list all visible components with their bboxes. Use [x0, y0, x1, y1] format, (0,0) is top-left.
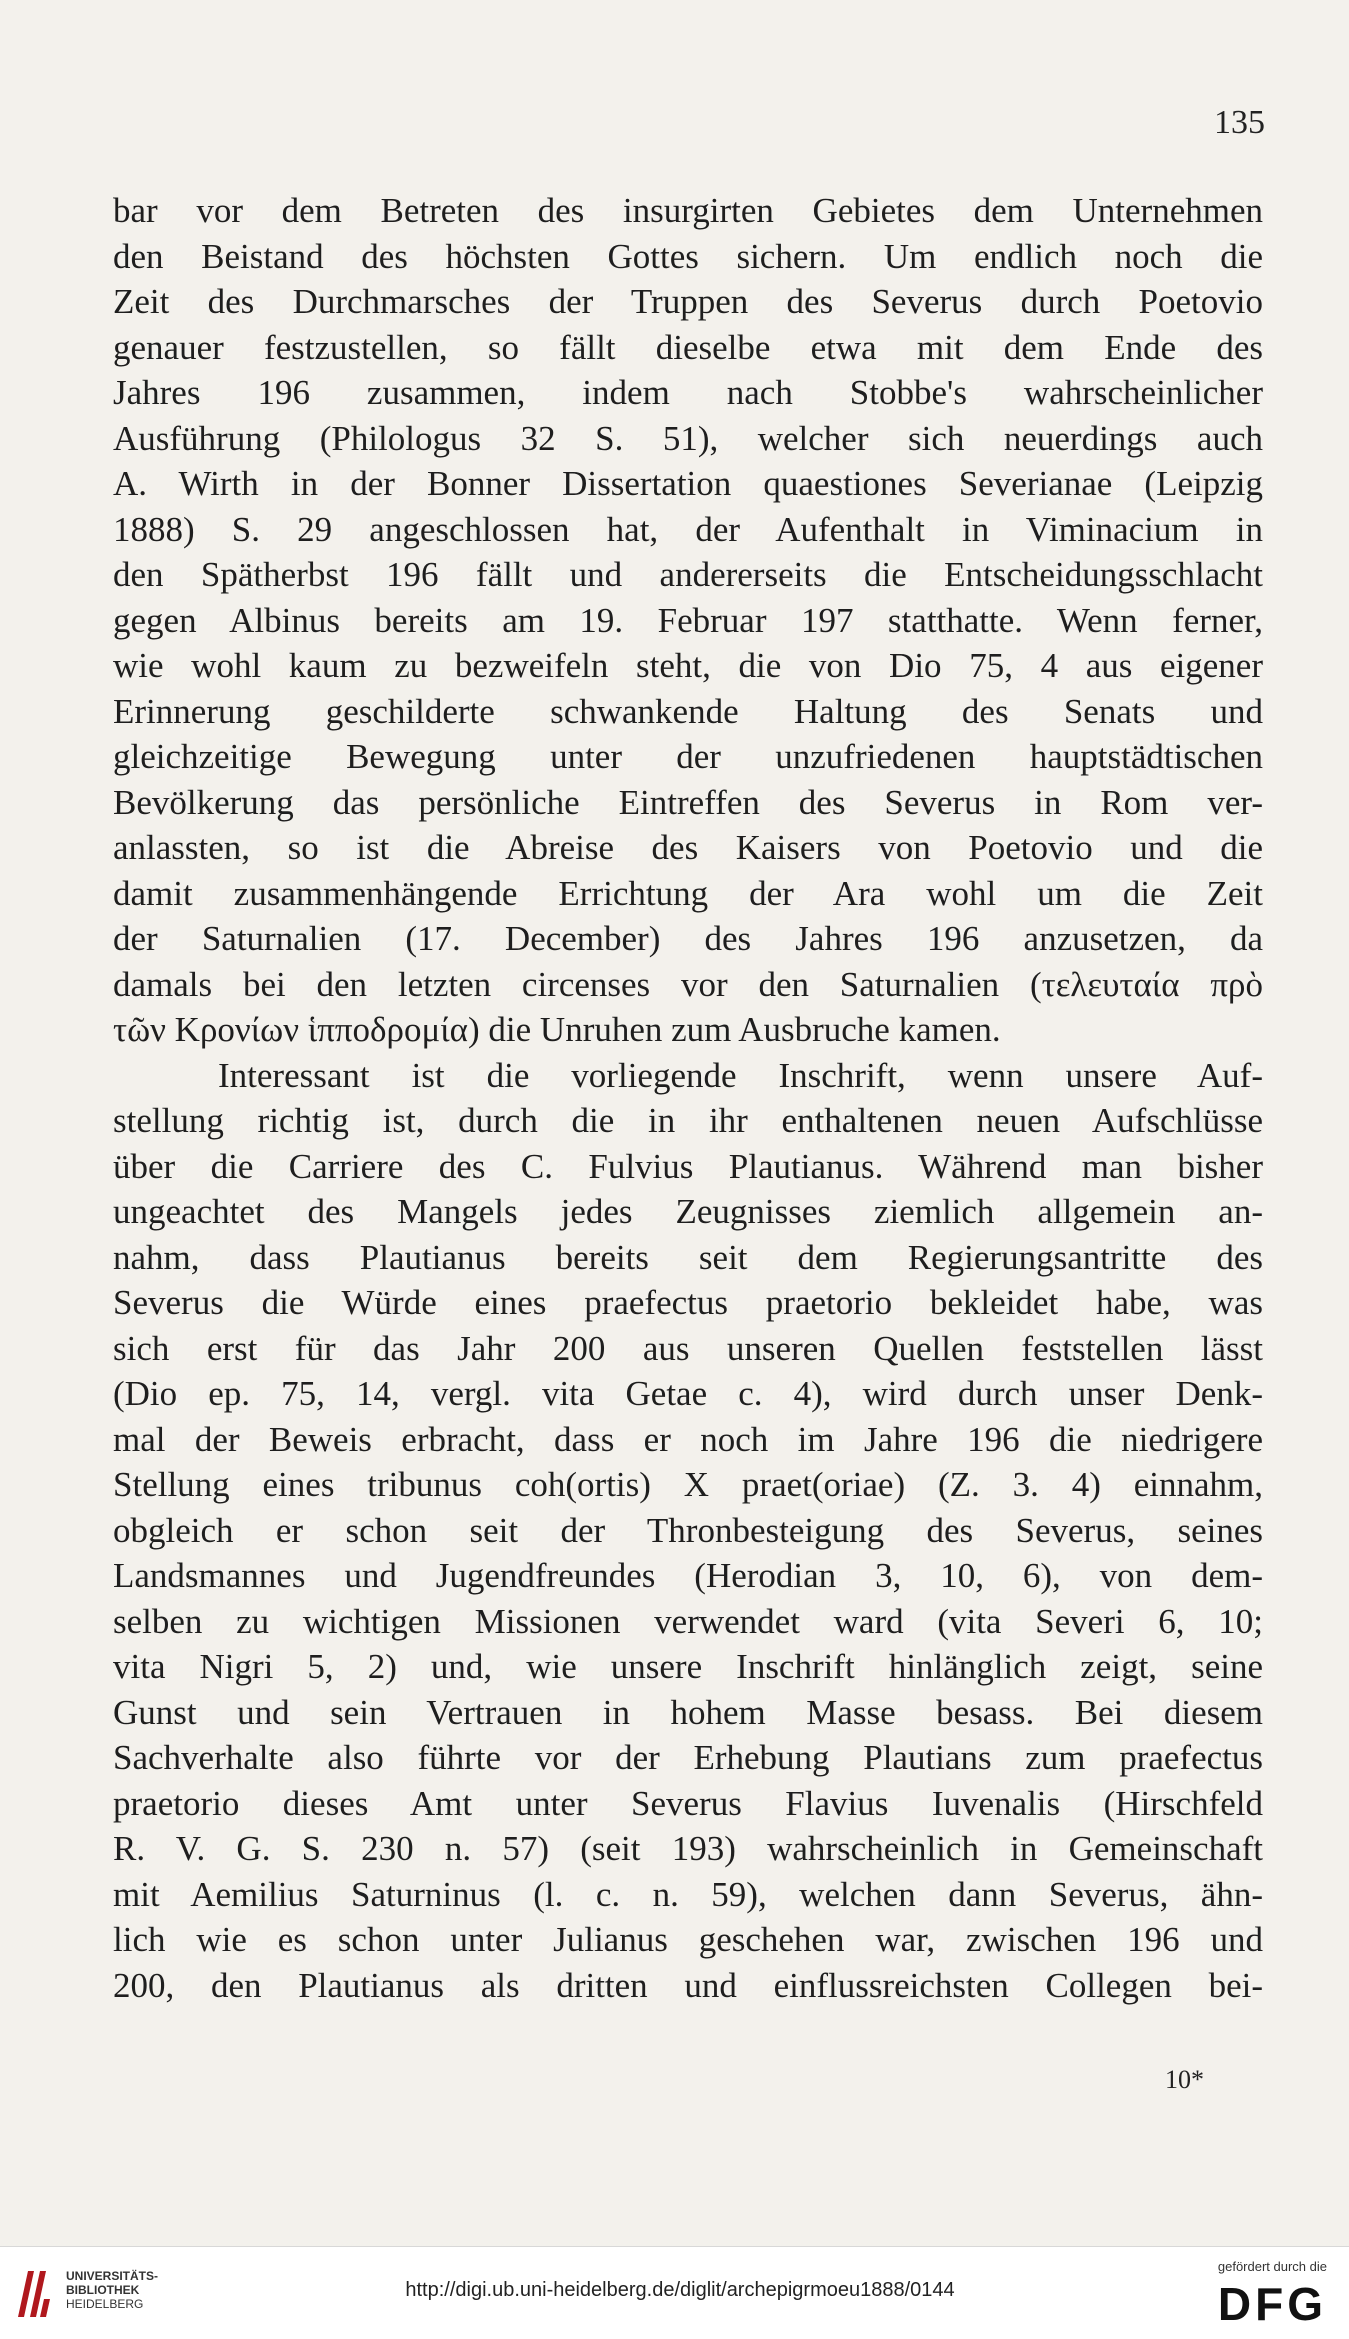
text-line: R. V. G. S. 230 n. 57) (seit 193) wahrscheinlich in Gemeinschaft: [113, 1829, 1263, 1868]
library-name-line: BIBLIOTHEK: [66, 2283, 140, 2297]
text-line: mit Aemilius Saturninus (l. c. n. 59), welchen dann Severus, ähn-: [113, 1874, 1263, 1914]
text-line: Stellung eines tribunus coh(ortis) X praet(oriae) (Z. 3. 4) einnahm,: [113, 1465, 1263, 1504]
text-line: anlassten, so ist die Abreise des Kaisers von Poetovio und die: [113, 828, 1263, 867]
text-line: gleichzeitige Bewegung unter der unzufriedenen hauptstädtischen: [113, 737, 1263, 776]
text-line: den Spätherbst 196 fällt und andererseits die Entscheidungsschlacht: [113, 555, 1263, 594]
text-line: praetorio dieses Amt unter Severus Flavius Iuvenalis (Hirschfeld: [113, 1783, 1263, 1823]
permalink-url[interactable]: http://digi.ub.uni-heidelberg.de/diglit/archepigrmoeu1888/0144: [405, 2279, 955, 2301]
text-line: τῶν Κρονίων ἱπποδρομία) die Unruhen zum Ausbruche kamen.: [113, 1010, 1001, 1049]
text-line: obgleich er schon seit der Thronbesteigung des Severus, seines: [113, 1510, 1263, 1550]
text-line: Severus die Würde eines praefectus praetorio bekleidet habe, was: [113, 1283, 1263, 1322]
text-line: vita Nigri 5, 2) und, wie unsere Inschrift hinlänglich zeigt, seine: [113, 1647, 1263, 1686]
text-line: wie wohl kaum zu bezweifeln steht, die von Dio 75, 4 aus eigener: [113, 646, 1263, 685]
text-line: Interessant ist die vorliegende Inschrift, wenn unsere Auf-: [218, 1055, 1263, 1095]
text-line: ungeachtet des Mangels jedes Zeugnisses ziemlich allgemein an-: [113, 1192, 1263, 1231]
dfg-logo: DFG: [1217, 2278, 1327, 2330]
text-line: Sachverhalte also führte vor der Erhebung Plautians zum praefectus: [113, 1738, 1263, 1777]
text-line: über die Carriere des C. Fulvius Plautianus. Während man bisher: [113, 1146, 1263, 1186]
text-line: mal der Beweis erbracht, dass er noch im Jahre 196 die niedrigere: [113, 1419, 1263, 1459]
page-number: 135: [1214, 104, 1265, 141]
text-line: Landsmannes und Jugendfreundes (Herodian 3, 10, 6), von dem-: [113, 1556, 1263, 1595]
text-line: Zeit des Durchmarsches der Truppen des Severus durch Poetovio: [113, 282, 1263, 321]
text-line: stellung richtig ist, durch die in ihr enthaltenen neuen Aufschlüsse: [113, 1101, 1263, 1140]
text-line: der Saturnalien (17. December) des Jahres 196 anzusetzen, da: [113, 919, 1263, 958]
text-line: damit zusammenhängende Errichtung der Ara wohl um die Zeit: [113, 873, 1263, 913]
library-name-line: HEIDELBERG: [66, 2297, 144, 2311]
text-line: selben zu wichtigen Missionen verwendet ward (vita Severi 6, 10;: [113, 1601, 1263, 1641]
text-line: lich wie es schon unter Julianus geschehen war, zwischen 196 und: [113, 1920, 1263, 1959]
text-line: Bevölkerung das persönliche Eintreffen des Severus in Rom ver-: [113, 782, 1263, 822]
text-line: 200, den Plautianus als dritten und einflussreichsten Collegen bei-: [113, 1965, 1263, 2005]
text-line: den Beistand des höchsten Gottes sichern. Um endlich noch die: [113, 236, 1263, 276]
text-line: (Dio ep. 75, 14, vergl. vita Getae c. 4), wird durch unser Denk-: [113, 1374, 1263, 1413]
university-library-logo-icon: [14, 2265, 52, 2321]
text-line: Gunst und sein Vertrauen in hohem Masse besass. Bei diesem: [113, 1692, 1263, 1732]
viewer-footer: [0, 2246, 1349, 2339]
text-line: sich erst für das Jahr 200 aus unseren Quellen feststellen lässt: [113, 1328, 1263, 1368]
text-line: Erinnerung geschilderte schwankende Haltung des Senats und: [113, 691, 1263, 731]
text-line: 1888) S. 29 angeschlossen hat, der Aufenthalt in Viminacium in: [113, 509, 1263, 549]
text-line: bar vor dem Betreten des insurgirten Gebietes dem Unternehmen: [113, 191, 1263, 230]
text-line: Jahres 196 zusammen, indem nach Stobbe's wahrscheinlicher: [113, 373, 1263, 412]
text-line: genauer festzustellen, so fällt dieselbe etwa mit dem Ende des: [113, 327, 1263, 367]
funded-by-label: gefördert durch die: [1217, 2259, 1327, 2274]
text-line: nahm, dass Plautianus bereits seit dem Regierungsantritte des: [113, 1237, 1263, 1277]
text-line: A. Wirth in der Bonner Dissertation quaestiones Severianae (Leipzig: [113, 464, 1263, 503]
text-line: gegen Albinus bereits am 19. Februar 197 statthatte. Wenn ferner,: [113, 600, 1263, 640]
library-name-line: UNIVERSITÄTS-: [66, 2269, 159, 2283]
sheet-signature: 10*: [1165, 2065, 1204, 2094]
university-library-name: [66, 2269, 158, 2311]
text-line: Ausführung (Philologus 32 S. 51), welcher sich neuerdings auch: [113, 418, 1263, 458]
text-line: damals bei den letzten circenses vor den Saturnalien (τελευταία πρὸ: [113, 964, 1263, 1004]
body-text: [113, 188, 1263, 2008]
